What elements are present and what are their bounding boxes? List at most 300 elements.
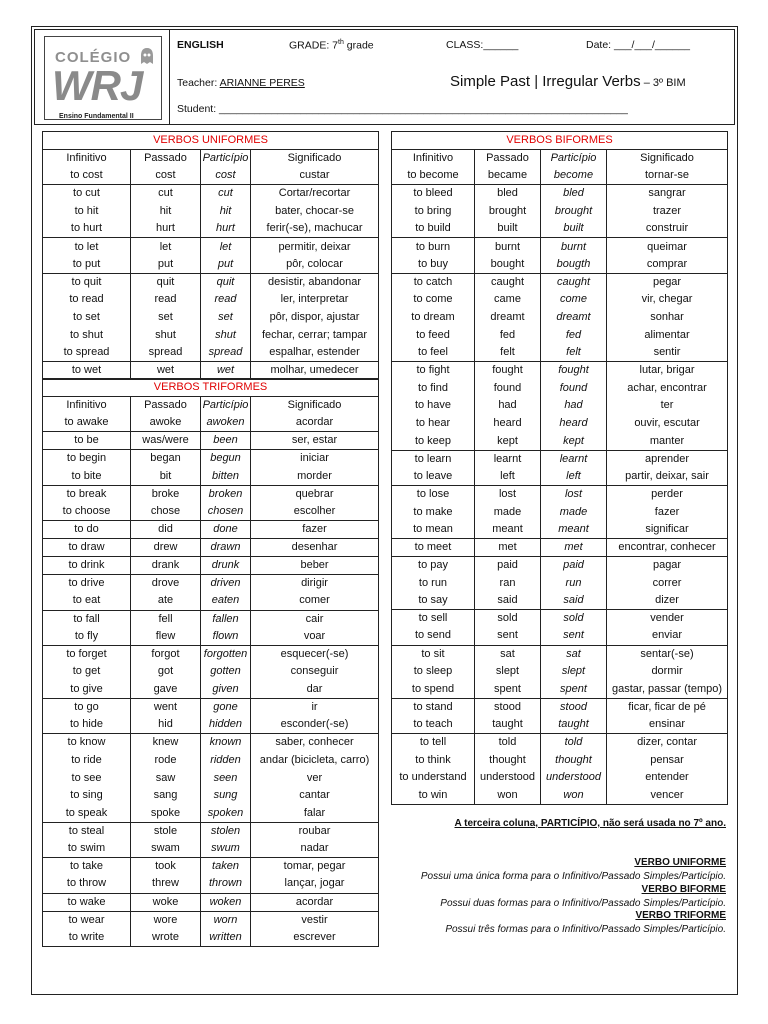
table-row [392, 787, 728, 805]
participle-cell: bled [541, 185, 607, 203]
infinitive-cell: to send [392, 627, 475, 645]
simple-past-cell: was/were [131, 432, 201, 450]
infinitive-cell: to read [43, 291, 131, 309]
participle-cell: ridden [201, 752, 251, 770]
school-logo-box [35, 30, 170, 124]
simple-past-cell: built [475, 220, 541, 238]
infinitive-cell: to ride [43, 752, 131, 770]
column-header-passado: Passado [131, 150, 201, 168]
meaning-cell: vestir [251, 911, 379, 929]
triform-verbs-table [42, 378, 379, 947]
table-row [43, 716, 379, 734]
table-row [43, 220, 379, 238]
table-row [392, 256, 728, 274]
meaning-cell: encontrar, conhecer [607, 539, 728, 557]
infinitive-cell: to sit [392, 645, 475, 663]
column-header-infinitivo: Infinitivo [392, 150, 475, 168]
triforme-definition: Possui três formas para o Infinitivo/Passado Simples/Particípio. [445, 924, 726, 935]
table-title-row [43, 379, 379, 397]
participle-cell: done [201, 521, 251, 539]
simple-past-cell: drove [131, 575, 201, 593]
meaning-cell: pegar [607, 273, 728, 291]
table-row [43, 291, 379, 309]
column-header-significado: Significado [607, 150, 728, 168]
column-header-participio: Particípio [541, 150, 607, 168]
meaning-cell: cantar [251, 787, 379, 805]
simple-past-cell: set [131, 309, 201, 327]
infinitive-cell: to cost [43, 167, 131, 185]
simple-past-cell: lost [475, 486, 541, 504]
simple-past-cell: bought [475, 256, 541, 274]
table-row [43, 309, 379, 327]
meaning-cell: alimentar [607, 326, 728, 344]
meaning-cell: significar [607, 521, 728, 539]
participle-cell: eaten [201, 592, 251, 610]
meaning-cell: ler, interpretar [251, 291, 379, 309]
table-row [43, 344, 379, 362]
infinitive-cell: to shut [43, 326, 131, 344]
meaning-cell: dormir [607, 663, 728, 681]
date-field[interactable]: Date: ___/___/______ [586, 39, 690, 51]
table-header-row [392, 150, 728, 168]
simple-past-cell: learnt [475, 450, 541, 468]
table-title: VERBOS UNIFORMES [43, 132, 379, 150]
participle-cell: gotten [201, 663, 251, 681]
simple-past-cell: kept [475, 433, 541, 451]
meaning-cell: conseguir [251, 663, 379, 681]
participle-cell: understood [541, 769, 607, 787]
simple-past-cell: swam [131, 840, 201, 858]
table-row [43, 503, 379, 521]
meaning-cell: ouvir, escutar [607, 415, 728, 433]
meaning-cell: roubar [251, 822, 379, 840]
meaning-cell: comer [251, 592, 379, 610]
infinitive-cell: to take [43, 858, 131, 876]
column-header-infinitivo: Infinitivo [43, 150, 131, 168]
meaning-cell: desenhar [251, 539, 379, 557]
meaning-cell: ensinar [607, 716, 728, 734]
table-row [43, 663, 379, 681]
participio-note: A terceira coluna, PARTICÍPIO, não será usada no 7º ano. [454, 818, 726, 829]
infinitive-cell: to get [43, 663, 131, 681]
table-row [392, 592, 728, 610]
simple-past-cell: quit [131, 273, 201, 291]
meaning-cell: perder [607, 486, 728, 504]
infinitive-cell: to drive [43, 575, 131, 593]
participle-cell: seen [201, 769, 251, 787]
participle-cell: flown [201, 628, 251, 646]
infinitive-cell: to wake [43, 893, 131, 911]
meaning-cell: escrever [251, 929, 379, 947]
meaning-cell: quebrar [251, 485, 379, 503]
participle-cell: bougth [541, 256, 607, 274]
triforme-definition-title: VERBO TRIFORME [635, 910, 726, 921]
infinitive-cell: to buy [392, 256, 475, 274]
table-row [43, 450, 379, 468]
table-row [392, 680, 728, 698]
meaning-cell: bater, chocar-se [251, 203, 379, 221]
simple-past-cell: heard [475, 415, 541, 433]
table-row [392, 379, 728, 397]
participle-cell: sent [541, 627, 607, 645]
meaning-cell: permitir, deixar [251, 238, 379, 256]
table-row [392, 273, 728, 291]
simple-past-cell: awoke [131, 414, 201, 432]
infinitive-cell: to keep [392, 433, 475, 451]
participle-cell: built [541, 220, 607, 238]
meaning-cell: espalhar, estender [251, 344, 379, 362]
participle-cell: come [541, 291, 607, 309]
participle-cell: run [541, 574, 607, 592]
infinitive-cell: to give [43, 681, 131, 699]
simple-past-cell: spread [131, 344, 201, 362]
simple-past-cell: sent [475, 627, 541, 645]
meaning-cell: iniciar [251, 450, 379, 468]
meaning-cell: queimar [607, 238, 728, 256]
participle-cell: read [201, 291, 251, 309]
infinitive-cell: to cut [43, 185, 131, 203]
simple-past-cell: let [131, 238, 201, 256]
participle-cell: fought [541, 362, 607, 380]
table-row [43, 414, 379, 432]
simple-past-cell: ran [475, 574, 541, 592]
table-row [392, 751, 728, 769]
simple-past-cell: broke [131, 485, 201, 503]
simple-past-cell: ate [131, 592, 201, 610]
infinitive-cell: to eat [43, 592, 131, 610]
table-row [43, 752, 379, 770]
infinitive-cell: to do [43, 521, 131, 539]
infinitive-cell: to meet [392, 539, 475, 557]
infinitive-cell: to choose [43, 503, 131, 521]
infinitive-cell: to steal [43, 822, 131, 840]
meaning-cell: morder [251, 468, 379, 486]
infinitive-cell: to feel [392, 344, 475, 362]
meaning-cell: vir, chegar [607, 291, 728, 309]
participle-cell: brought [541, 203, 607, 221]
meaning-cell: ver [251, 769, 379, 787]
simple-past-cell: went [131, 698, 201, 716]
simple-past-cell: fell [131, 610, 201, 628]
simple-past-cell: drew [131, 539, 201, 557]
participle-cell: swum [201, 840, 251, 858]
infinitive-cell: to fight [392, 362, 475, 380]
column-header-passado: Passado [131, 397, 201, 415]
participle-cell: taught [541, 716, 607, 734]
participle-cell: slept [541, 663, 607, 681]
meaning-cell: molhar, umedecer [251, 362, 379, 380]
participle-cell: learnt [541, 450, 607, 468]
infinitive-cell: to swim [43, 840, 131, 858]
simple-past-cell: stole [131, 822, 201, 840]
meaning-cell: acordar [251, 893, 379, 911]
participle-cell: sat [541, 645, 607, 663]
participle-cell: told [541, 734, 607, 752]
simple-past-cell: knew [131, 734, 201, 752]
participle-cell: hurt [201, 220, 251, 238]
participle-cell: won [541, 787, 607, 805]
meaning-cell: custar [251, 167, 379, 185]
infinitive-cell: to begin [43, 450, 131, 468]
infinitive-cell: to leave [392, 468, 475, 486]
table-row [43, 734, 379, 752]
table-row [392, 663, 728, 681]
table-row [43, 485, 379, 503]
table-row [43, 203, 379, 221]
simple-past-cell: caught [475, 273, 541, 291]
simple-past-cell: cost [131, 167, 201, 185]
simple-past-cell: forgot [131, 645, 201, 663]
infinitive-cell: to draw [43, 539, 131, 557]
table-row [43, 185, 379, 203]
infinitive-cell: to learn [392, 450, 475, 468]
table-row [43, 557, 379, 575]
infinitive-cell: to catch [392, 273, 475, 291]
simple-past-cell: found [475, 379, 541, 397]
simple-past-cell: taught [475, 716, 541, 734]
meaning-cell: dizer [607, 592, 728, 610]
participle-cell: written [201, 929, 251, 947]
infinitive-cell: to hide [43, 716, 131, 734]
meaning-cell: vencer [607, 787, 728, 805]
participle-cell: left [541, 468, 607, 486]
participle-cell: gone [201, 698, 251, 716]
simple-past-cell: slept [475, 663, 541, 681]
participle-cell: awoken [201, 414, 251, 432]
table-row [392, 220, 728, 238]
simple-past-cell: rode [131, 752, 201, 770]
table-row [43, 769, 379, 787]
meaning-cell: partir, deixar, sair [607, 468, 728, 486]
simple-past-cell: fought [475, 362, 541, 380]
subject-label: ENGLISH [177, 39, 224, 51]
participle-cell: known [201, 734, 251, 752]
biforme-definition-title: VERBO BIFORME [641, 884, 726, 895]
participle-cell: thrown [201, 875, 251, 893]
column-header-significado: Significado [251, 150, 379, 168]
simple-past-cell: burnt [475, 238, 541, 256]
participle-cell: stolen [201, 822, 251, 840]
infinitive-cell: to sell [392, 610, 475, 628]
simple-past-cell: bled [475, 185, 541, 203]
meaning-cell: ser, estar [251, 432, 379, 450]
table-row [392, 344, 728, 362]
table-row [392, 645, 728, 663]
worksheet-title: Simple Past | Irregular Verbs – 3º BIM [450, 73, 686, 90]
infinitive-cell: to understand [392, 769, 475, 787]
infinitive-cell: to pay [392, 557, 475, 575]
participle-cell: said [541, 592, 607, 610]
meaning-cell: entender [607, 769, 728, 787]
infinitive-cell: to throw [43, 875, 131, 893]
meaning-cell: nadar [251, 840, 379, 858]
table-row [43, 681, 379, 699]
meaning-cell: tomar, pegar [251, 858, 379, 876]
simple-past-cell: sat [475, 645, 541, 663]
participle-cell: drawn [201, 539, 251, 557]
participle-cell: hit [201, 203, 251, 221]
infinitive-cell: to make [392, 503, 475, 521]
uniforme-definition-title: VERBO UNIFORME [634, 857, 726, 868]
infinitive-cell: to bring [392, 203, 475, 221]
class-field[interactable]: CLASS:______ [446, 39, 519, 51]
meaning-cell: construir [607, 220, 728, 238]
table-row [43, 822, 379, 840]
table-row [392, 557, 728, 575]
uniform-verbs-table [42, 131, 379, 380]
simple-past-cell: met [475, 539, 541, 557]
infinitive-cell: to bite [43, 468, 131, 486]
meaning-cell: ter [607, 397, 728, 415]
participle-cell: spoken [201, 805, 251, 823]
table-row [392, 291, 728, 309]
table-row [43, 167, 379, 185]
infinitive-cell: to let [43, 238, 131, 256]
table-row [392, 362, 728, 380]
infinitive-cell: to speak [43, 805, 131, 823]
simple-past-cell: made [475, 503, 541, 521]
infinitive-cell: to awake [43, 414, 131, 432]
worksheet-header [34, 29, 735, 125]
participle-cell: lost [541, 486, 607, 504]
simple-past-cell: wet [131, 362, 201, 380]
infinitive-cell: to go [43, 698, 131, 716]
simple-past-cell: said [475, 592, 541, 610]
simple-past-cell: meant [475, 521, 541, 539]
simple-past-cell: put [131, 256, 201, 274]
school-logo [44, 36, 162, 120]
participle-cell: woken [201, 893, 251, 911]
meaning-cell: pôr, dispor, ajustar [251, 309, 379, 327]
simple-past-cell: stood [475, 698, 541, 716]
participle-cell: made [541, 503, 607, 521]
table-row [43, 805, 379, 823]
simple-past-cell: cut [131, 185, 201, 203]
simple-past-cell: told [475, 734, 541, 752]
table-row [392, 539, 728, 557]
infinitive-cell: to set [43, 309, 131, 327]
infinitive-cell: to have [392, 397, 475, 415]
table-row [43, 256, 379, 274]
meaning-cell: fazer [607, 503, 728, 521]
meaning-cell: pôr, colocar [251, 256, 379, 274]
infinitive-cell: to forget [43, 645, 131, 663]
participle-cell: meant [541, 521, 607, 539]
column-header-participio: Particípio [201, 397, 251, 415]
table-row [392, 468, 728, 486]
participle-cell: stood [541, 698, 607, 716]
column-header-infinitivo: Infinitivo [43, 397, 131, 415]
table-row [43, 468, 379, 486]
participle-cell: heard [541, 415, 607, 433]
column-header-passado: Passado [475, 150, 541, 168]
teacher-name: ARIANNE PERES [219, 77, 305, 89]
infinitive-cell: to spread [43, 344, 131, 362]
uniforme-definition: Possui uma única forma para o Infinitivo/Passado Simples/Particípio. [420, 871, 726, 882]
table-row [392, 769, 728, 787]
infinitive-cell: to tell [392, 734, 475, 752]
meaning-cell: tornar-se [607, 167, 728, 185]
simple-past-cell: bit [131, 468, 201, 486]
table-row [392, 203, 728, 221]
table-row [43, 238, 379, 256]
table-row [43, 592, 379, 610]
student-field[interactable]: Student: ______________________________________________________________________ [177, 103, 628, 115]
meaning-cell: beber [251, 557, 379, 575]
simple-past-cell: brought [475, 203, 541, 221]
meaning-cell: correr [607, 574, 728, 592]
table-row [43, 645, 379, 663]
meaning-cell: andar (bicicleta, carro) [251, 752, 379, 770]
participle-cell: kept [541, 433, 607, 451]
participle-cell: wet [201, 362, 251, 380]
infinitive-cell: to fall [43, 610, 131, 628]
participle-cell: cut [201, 185, 251, 203]
participle-cell: given [201, 681, 251, 699]
meaning-cell: pensar [607, 751, 728, 769]
simple-past-cell: came [475, 291, 541, 309]
table-header-row [43, 150, 379, 168]
meaning-cell: gastar, passar (tempo) [607, 680, 728, 698]
simple-past-cell: gave [131, 681, 201, 699]
simple-past-cell: won [475, 787, 541, 805]
participle-cell: hidden [201, 716, 251, 734]
meaning-cell: fechar, cerrar; tampar [251, 326, 379, 344]
participle-cell: sold [541, 610, 607, 628]
infinitive-cell: to come [392, 291, 475, 309]
infinitive-cell: to wet [43, 362, 131, 380]
infinitive-cell: to run [392, 574, 475, 592]
meaning-cell: fazer [251, 521, 379, 539]
simple-past-cell: wore [131, 911, 201, 929]
table-title-row [392, 132, 728, 150]
participle-cell: driven [201, 575, 251, 593]
simple-past-cell: hid [131, 716, 201, 734]
participle-cell: fed [541, 326, 607, 344]
table-row [392, 167, 728, 185]
table-row [43, 628, 379, 646]
infinitive-cell: to sleep [392, 663, 475, 681]
simple-past-cell: dreamt [475, 309, 541, 327]
table-row [392, 698, 728, 716]
infinitive-cell: to mean [392, 521, 475, 539]
meaning-cell: dirigir [251, 575, 379, 593]
participle-cell: let [201, 238, 251, 256]
simple-past-cell: felt [475, 344, 541, 362]
table-row [43, 858, 379, 876]
table-row [392, 486, 728, 504]
infinitive-cell: to quit [43, 273, 131, 291]
meaning-cell: desistir, abandonar [251, 273, 379, 291]
infinitive-cell: to become [392, 167, 475, 185]
participle-cell: spread [201, 344, 251, 362]
table-row [43, 521, 379, 539]
participle-cell: dreamt [541, 309, 607, 327]
participle-cell: begun [201, 450, 251, 468]
simple-past-cell: woke [131, 893, 201, 911]
table-row [43, 840, 379, 858]
table-row [43, 273, 379, 291]
meaning-cell: cair [251, 610, 379, 628]
grade-label: GRADE: 7th grade [289, 39, 374, 52]
meaning-cell: saber, conhecer [251, 734, 379, 752]
infinitive-cell: to break [43, 485, 131, 503]
table-row [392, 716, 728, 734]
participle-cell: paid [541, 557, 607, 575]
participle-cell: set [201, 309, 251, 327]
infinitive-cell: to say [392, 592, 475, 610]
logo-wrj-text: WRJ [52, 62, 143, 109]
